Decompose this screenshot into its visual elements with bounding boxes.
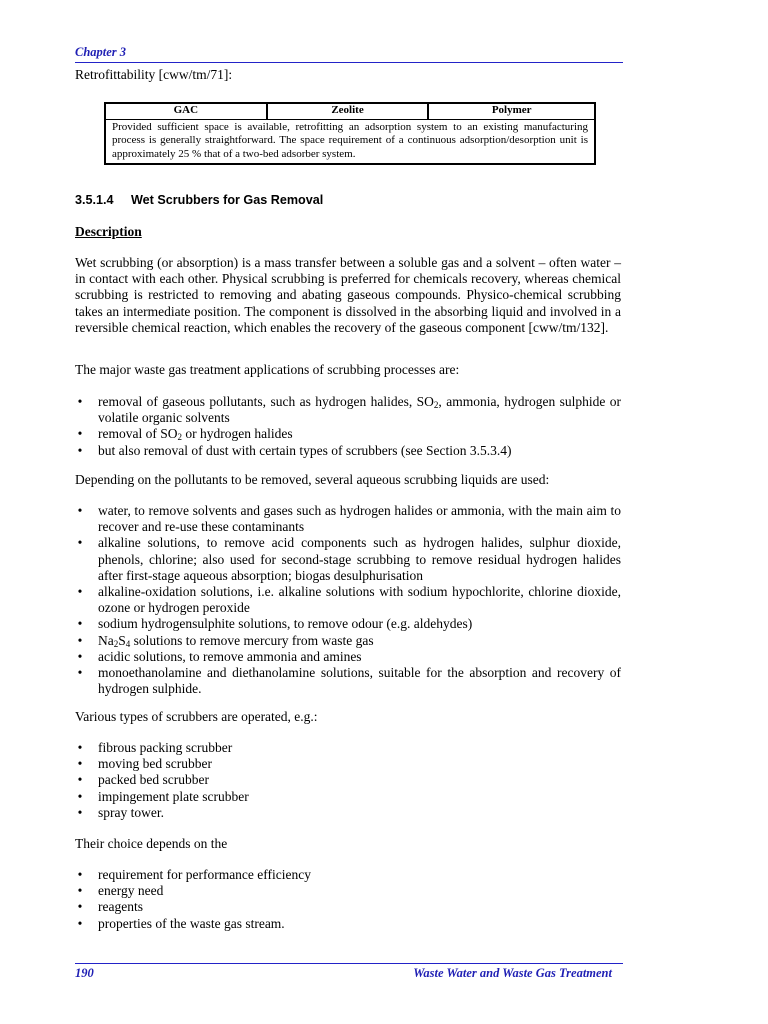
bullet-icon: • (77, 804, 83, 820)
liquids-list (75, 503, 621, 697)
list-item: • removal of gaseous pollutants, such as hydrogen halides, $SO_2$, ammonia, hydrogen sulphide or volatile organic solvents (75, 394, 621, 426)
list-item: • but also removal of dust with certain types of scrubbers (see Section 3.5.3.4) (75, 443, 621, 459)
list-item: • monoethanolamine and diethanolamine solutions, suitable for the absorption and recovery of hydrogen sulphide. (75, 665, 621, 697)
chapter-label: Chapter 3 (75, 45, 127, 59)
section-heading (75, 193, 323, 207)
bullet-icon: • (77, 442, 83, 458)
bullet-icon: • (77, 426, 83, 442)
page-number: 190 (75, 966, 94, 980)
section-title: Wet Scrubbers for Gas Removal (131, 193, 324, 207)
table-header-polymer: Polymer (428, 103, 595, 120)
page-footer (75, 963, 623, 981)
bullet-icon: • (77, 756, 83, 772)
bullet-icon: • (77, 915, 83, 931)
bullet-icon: • (77, 584, 83, 600)
bullet-icon: • (77, 883, 83, 899)
list-item: • alkaline-oxidation solutions, i.e. alkaline solutions with sodium hypochlorite, chlorine dioxide, ozone or hydrogen peroxide (75, 584, 621, 616)
list-item: • acidic solutions, to remove ammonia and amines (75, 649, 621, 665)
retrofittability-table (104, 102, 596, 165)
bullet-icon: • (77, 616, 83, 632)
list-item: • spray tower. (75, 805, 621, 821)
bullet-icon: • (77, 632, 83, 648)
bullet-icon: • (77, 394, 83, 409)
bullet-icon: • (77, 788, 83, 804)
document-title: Waste Water and Waste Gas Treatment (413, 966, 612, 980)
table-body-text: Provided sufficient space is available, retrofitting an adsorption system to an existing manufacturing process is generally straightforward. The space requirement of a continuous adsorption/desorption unit is approximately 25 % that of a two-bed adsorber system. (105, 120, 595, 164)
paragraph-scrubber-types: Various types of scrubbers are operated, e.g.: (75, 709, 318, 724)
list-item: • alkaline solutions, to remove acid components such as hydrogen halides, sulphur dioxide, phenols, chlorine; also used for second-stage scrubbing to remove residual hydrogen halides after first-stage aqueous absorption; biogas desulphurisation (75, 535, 621, 584)
paragraph-choice: Their choice depends on the (75, 836, 228, 851)
applications-list (75, 394, 621, 459)
table-header-gac: GAC (105, 103, 267, 120)
scrubber-types-list (75, 740, 621, 821)
paragraph-intro: Wet scrubbing (or absorption) is a mass transfer between a soluble gas and a solvent – often water – in contact with each other. Physical scrubbing is preferred for chemicals recovery, whereas chemical scrubbing is restricted to removing and abating gaseous compounds. Physico-chemical scrubbing takes an intermediate position. The component is dissolved in the absorbing liquid and involved in a reversible chemical reaction, which enables the recovery of the gaseous component [cww/tm/132]. (75, 255, 621, 335)
list-item: • reagents (75, 899, 621, 915)
list-item: • fibrous packing scrubber (75, 740, 621, 756)
list-item: • requirement for performance efficiency (75, 867, 621, 883)
bullet-icon: • (77, 899, 83, 915)
list-item: • packed bed scrubber (75, 772, 621, 788)
list-item: • properties of the waste gas stream. (75, 916, 621, 932)
retrofittability-label: Retrofittability [cww/tm/71]: (75, 67, 233, 82)
description-heading: Description (75, 224, 142, 239)
list-item: • water, to remove solvents and gases such as hydrogen halides or ammonia, with the main aim to recover and re-use these contaminants (75, 503, 621, 535)
list-item: • energy need (75, 883, 621, 899)
section-number: 3.5.1.4 (75, 193, 114, 207)
list-item: • moving bed scrubber (75, 756, 621, 772)
bullet-icon: • (77, 740, 83, 755)
bullet-icon: • (77, 665, 83, 681)
bullet-icon: • (77, 867, 83, 882)
bullet-icon: • (77, 535, 83, 551)
list-item: • $Na_2S_4$ solutions to remove mercury from waste gas (75, 633, 621, 649)
bullet-icon: • (77, 772, 83, 788)
table-header-zeolite: Zeolite (267, 103, 429, 120)
bullet-icon: • (77, 648, 83, 664)
list-item: • impingement plate scrubber (75, 789, 621, 805)
paragraph-liquids: Depending on the pollutants to be removed, several aqueous scrubbing liquids are used: (75, 472, 550, 487)
choice-list (75, 867, 621, 932)
page-header (75, 43, 623, 63)
list-item: • removal of $SO_2$ or hydrogen halides (75, 426, 621, 442)
list-item: • sodium hydrogensulphite solutions, to remove odour (e.g. aldehydes) (75, 616, 621, 632)
bullet-icon: • (77, 503, 83, 518)
paragraph-applications: The major waste gas treatment applications of scrubbing processes are: (75, 362, 460, 377)
